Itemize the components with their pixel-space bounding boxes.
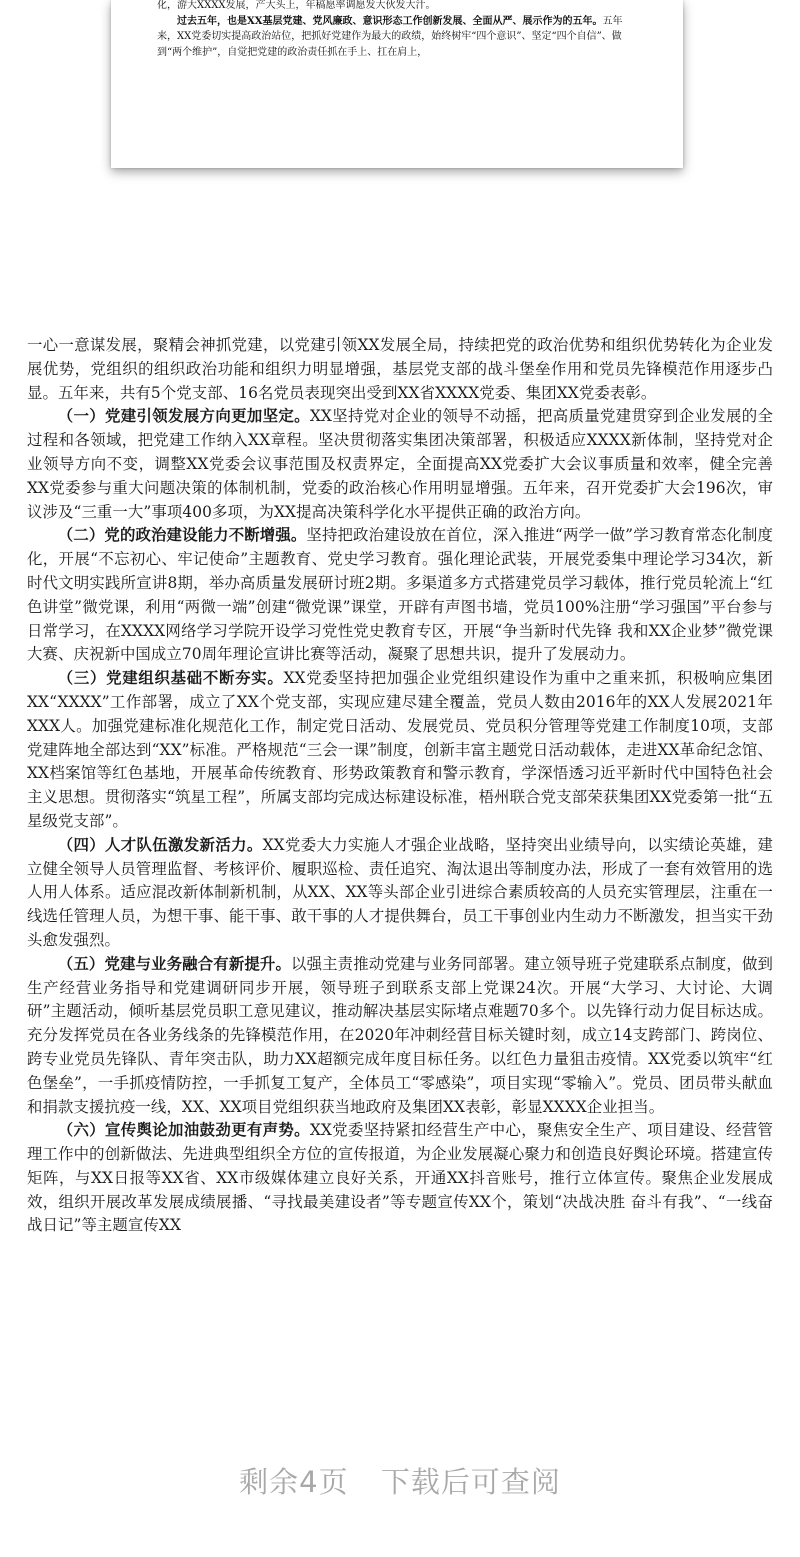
section-6-heading: （六）宣传舆论加油鼓劲更有声势。 xyxy=(57,1121,310,1140)
section-3-text: XX党委坚持把加强企业党组织建设作为重中之重来抓，积极响应集团XX“XXXX”工作部署，成立了XX个党支部，实现应建尽建全覆盖，党员人数由2016年的XX人发展2021年XXX人。加强党建标准化规范化工作，制定党日活动、发展党员、党员积分管理等党建工作制度10项，支部党建阵地全部达到“XX”标准。严格规范“三会一课”制度，创新丰富主题党日活动载体，走进XX革命纪念馆、XX档案馆等红色基地，开展革命传统教育、形势政策教育和警示教育，学深悟透习近平新时代中国特色社会主义思想。贯彻落实“筑星工程”，所属支部均完成达标建设标准，梧州联合党支部荣获集团XX党委第一批“五星级党支部”。 xyxy=(27,669,773,830)
remaining-pages-notice[interactable]: 剩余4页 下载后可查阅 xyxy=(239,1465,561,1499)
section-4-heading: （四）人才队伍激发新活力。 xyxy=(57,835,263,854)
section-1-text: XX坚持党对企业的领导不动摇，把高质量党建贯穿到企业发展的全过程和各领域，把党建工作纳入XX章程。坚决贯彻落实集团决策部署，积极适应XXXX新体制，坚持党对企业领导方向不变，调整XX党委会议事范围及权责界定，全面提高XX党委扩大会议事质量和效率，健全完善XX党委参与重大问题决策的体制机制，党委的政治核心作用明显增强。五年来，召开党委扩大会196次，审议涉及“三重一大”事项400多项，为XX提高决策科学化水平提供正确的政治方向。 xyxy=(27,407,773,521)
section-3-heading: （三）党建组织基础不断夯实。 xyxy=(57,669,284,688)
page-preview-card xyxy=(111,0,683,168)
section-6 xyxy=(27,1119,773,1238)
preview-paragraph-text: 五年来，XX党委切实提高政治站位，把抓好党建作为最大的政绩，始终树牢“四个意识”、坚定“四个自信”、做到“两个维护”，自觉把党建的政治责任抓在手上、扛在肩上， xyxy=(157,15,623,58)
section-2-heading: （二）党的政治建设能力不断增强。 xyxy=(57,526,307,545)
section-5-text: 以强主责推动党建与业务同部署。建立领导班子党建联系点制度，做到生产经营业务指导和党建调研同步开展，领导班子到联系支部上党课24次。开展“大学习、大讨论、大调研”主题活动，倾听基层党员职工意见建议，推动解决基层实际堵点难题70多个。以先锋行动力促目标达成。充分发挥党员在各业务线条的先锋模范作用，在2020年冲刺经营目标关键时刻，成立14支跨部门、跨岗位、跨专业党员先锋队、青年突击队，助力XX超额完成年度目标任务。以红色力量狙击疫情。XX党委以筑牢“红色堡垒”，一手抓疫情防控，一手抓复工复产，全体员工“零感染”，项目实现“零输入”。党员、团员带头献血和捐款支援抗疫一线，XX、XX项目党组织获当地政府及集团XX表彰，彰显XXXX企业担当。 xyxy=(27,954,773,1116)
preview-cut-line: 化，游大XXXX发展，产大头上，年稿愿率调愿发大伙发大汁。 xyxy=(157,0,436,11)
section-2-text: 坚持把政治建设放在首位，深入推进“两学一做”学习教育常态化制度化，开展“不忘初心、牢记使命”主题教育、党史学习教育。强化理论武装，开展党委集中理论学习34次，新时代文明实践所宣讲8期，举办高质量发展研讨班2期。多渠道多方式搭建党员学习载体，推行党员轮流上“红色讲堂”微党课，利用“两微一端”创建“微党课”课堂，开辟有声图书墙，党员100%注册“学习强国”平台参与日常学习，在XXXX网络学习学院开设学习党性党史教育专区，开展“争当新时代先锋 我和XX企业梦”微党课大赛、庆祝新中国成立70周年理论宣讲比赛等活动，凝聚了思想共识，提升了发展动力。 xyxy=(27,526,773,664)
section-4-text: XX党委大力实施人才强企业战略，坚持突出业绩导向，以实绩论英雄，建立健全领导人员管理监督、考核评价、履职巡检、责任追究、淘汰退出等制度办法，形成了一套有效管用的选人用人体系。适应混改新体制新机制，从XX、XX等头部企业引进综合素质较高的人员充实管理层，注重在一线选任管理人员，为想干事、能干事、敢干事的人才提供舞台，员工干事创业内生动力不断激发，担当实干劲头愈发强烈。 xyxy=(27,835,773,949)
section-4 xyxy=(27,834,773,953)
preview-text xyxy=(157,0,637,60)
document-preview-area xyxy=(0,0,800,300)
section-1-heading: （一）党建引领发展方向更加坚定。 xyxy=(57,407,310,426)
intro-paragraph: 一心一意谋发展，聚精会神抓党建，以党建引领XX发展全局，持续把党的政治优势和组织优势转化为企业发展优势，党组织的组织政治功能和组织力明显增强，基层党支部的战斗堡垒作用和党员先锋模范作用逐步凸显。五年来，共有5个党支部、16名党员表现突出受到XX省XXXX党委、集团XX党委表彰。 xyxy=(27,336,773,402)
section-5-heading: （五）党建与业务融合有新提升。 xyxy=(57,954,292,973)
section-5 xyxy=(27,953,773,1120)
section-3 xyxy=(27,667,773,834)
section-2 xyxy=(27,524,773,667)
section-1 xyxy=(27,405,773,524)
preview-paragraph-lead: 过去五年，也是XX基层党建、党风廉政、意识形态工作创新发展、全面从严、展示作为的五年。 xyxy=(177,15,603,27)
preview-paragraph xyxy=(157,14,637,61)
section-6-text: XX党委坚持紧扣经营生产中心，聚焦安全生产、项目建设、经营管理工作中的创新做法、先进典型组织全方位的宣传报道，为企业发展凝心聚力和创造良好舆论环境。搭建宣传矩阵，与XX日报等XX省、XX市级媒体建立良好关系，开通XX抖音账号，推行立体宣传。聚焦企业发展成效，组织开展改革发展成绩展播、“寻找最美建设者”等专题宣传XX个，策划“决战决胜 奋斗有我”、“一线奋战日记”等主题宣传XX xyxy=(27,1121,773,1235)
document-body xyxy=(27,334,773,1238)
